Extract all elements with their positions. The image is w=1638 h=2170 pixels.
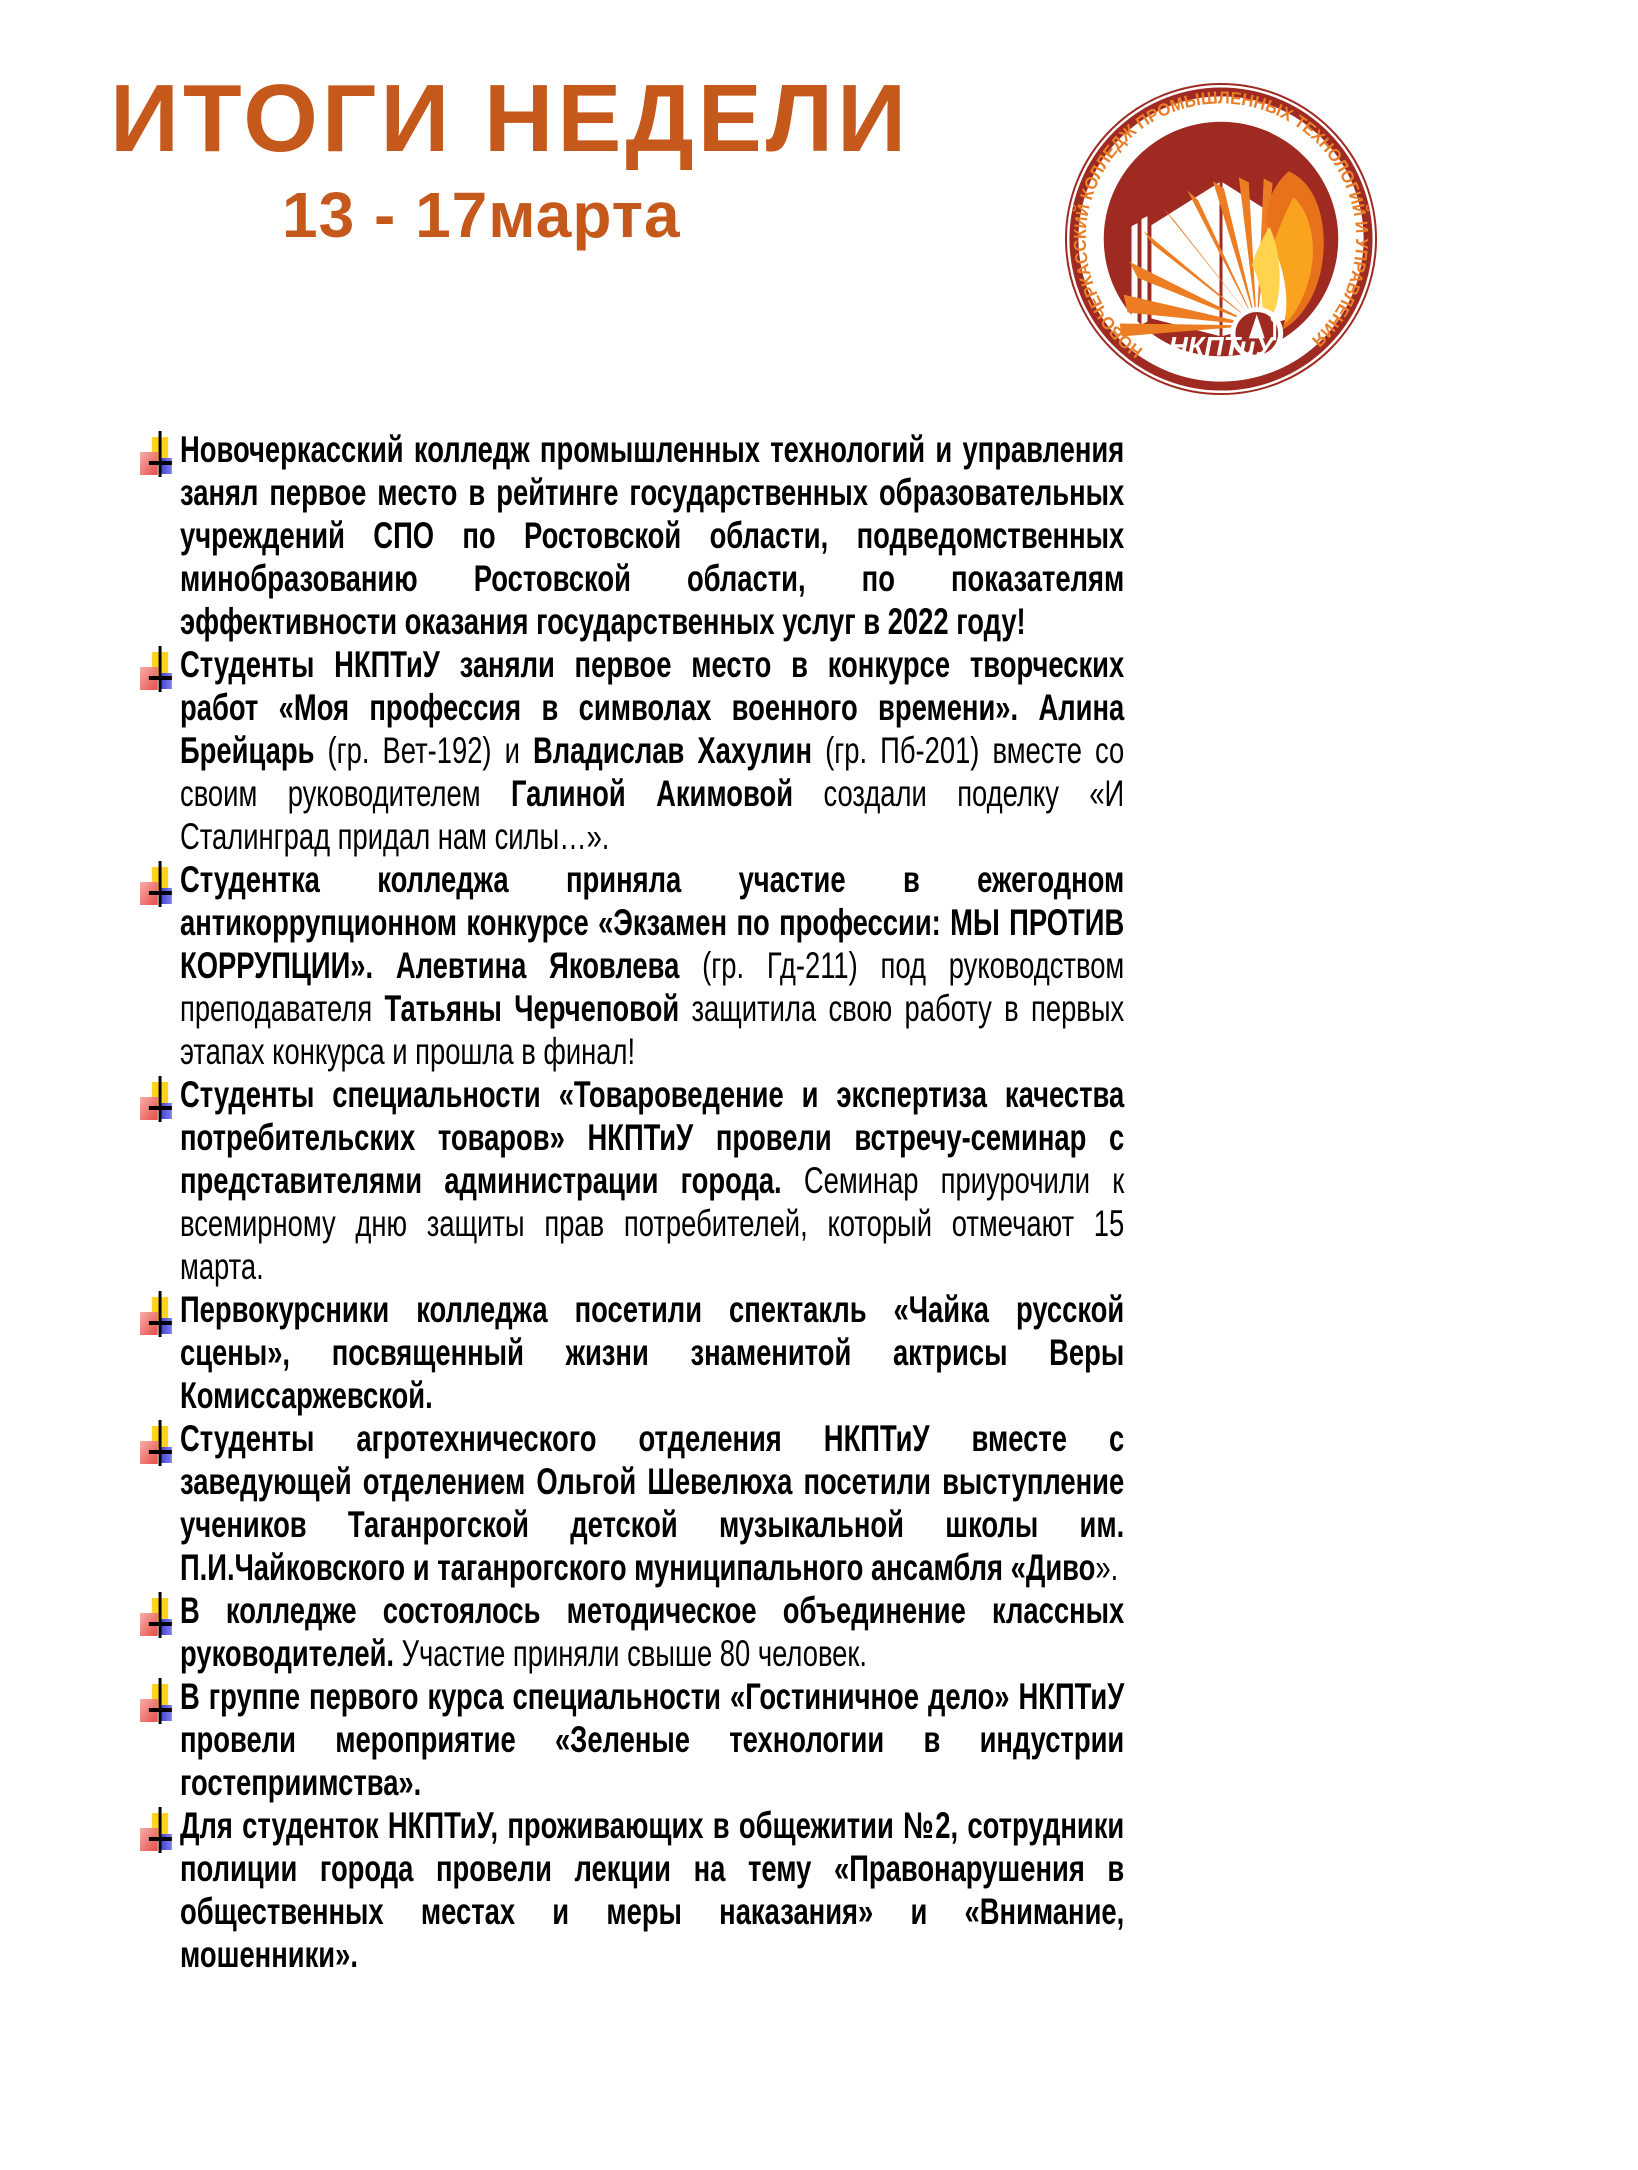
news-item [180, 1804, 1124, 1976]
text-run: (гр. Вет-192) и [327, 730, 533, 771]
text-run: ». [1095, 1547, 1119, 1588]
text-run: (гр. Гд-211) под руководством преподавателя [180, 945, 1125, 1029]
news-item-text [180, 1289, 1124, 1416]
logo-acronym: НКПТиУ [1168, 331, 1274, 362]
news-item-text [180, 859, 1124, 1072]
news-item [180, 1417, 1124, 1589]
text-run: Участие приняли свыше 80 человек. [401, 1633, 867, 1674]
news-item [180, 1288, 1124, 1417]
news-item [180, 643, 1124, 858]
logo-ring-text: НОВОЧЕРКАССКИЙ КОЛЛЕДЖ ПРОМЫШЛЕННЫХ ТЕХНОЛОГИЙ И УПРАВЛЕНИЯ [1069, 87, 1373, 363]
text-run: защитила свою работу в первых этапах конкурса и прошла в финал! [180, 988, 1125, 1072]
text-run: Студентка колледжа приняла участие в ежегодном антикоррупционном конкурсе «Экзамен по профессии: МЫ ПРОТИВ КОРРУПЦИИ». Алевтина Яковлева [180, 859, 1125, 986]
news-item [180, 428, 1124, 643]
news-item [180, 858, 1124, 1073]
text-run: (гр. Пб-201) вместе со своим руководителем [180, 730, 1125, 814]
news-item-text [180, 1590, 1124, 1674]
news-item-text [180, 1418, 1124, 1588]
text-run: Первокурсники колледжа посетили спектакль «Чайка русской сцены», посвященный жизни знаменитой актрисы Веры Комиссаржевской. [180, 1289, 1125, 1416]
text-run: Студенты НКПТиУ заняли первое место в конкурсе творческих работ «Моя профессия в символах военного времени». Алина Брейцарь [180, 644, 1125, 771]
news-item-text [180, 1805, 1124, 1975]
news-item [180, 1675, 1124, 1804]
text-run: создали поделку «И Сталинград придал нам силы…». [180, 773, 1125, 857]
date-subtitle: 13 - 17марта [282, 179, 681, 251]
bullet-icon [140, 1592, 174, 1638]
text-run: Семинар приурочили к всемирному дню защиты прав потребителей, который отмечают 15 марта. [180, 1160, 1125, 1287]
text-run: Студенты агротехнического отделения НКПТиУ вместе с заведующей отделением Ольгой Шевелюха посетили выступление учеников Таганрогской детской музыкальной школы им. П.И.Чайковского и таганрогского муниципального ансамбля «Диво [180, 1418, 1125, 1588]
text-run: В группе первого курса специальности «Гостиничное дело» НКПТиУ провели мероприятие «Зеленые технологии в индустрии гостеприимства». [180, 1676, 1125, 1803]
news-item [180, 1073, 1124, 1288]
text-run: Новочеркасский колледж промышленных технологий и управления занял первое место в рейтинге государственных образовательных учреждений СПО по Ростовской области, подведомственных минобразованию Ростовской области, по показателям эффективности оказания государственных услуг в 2022 году! [180, 429, 1125, 642]
news-item-text [180, 429, 1124, 642]
news-item-text [180, 1074, 1124, 1287]
text-run: Для студенток НКПТиУ, проживающих в общежитии №2, сотрудники полиции города провели лекции на тему «Правонарушения в общественных местах и меры наказания» и «Внимание, мошенники». [180, 1805, 1125, 1975]
bullet-icon [140, 431, 174, 477]
text-run: Владислав Хахулин [532, 730, 826, 771]
text-run: Татьяны Черчеповой [384, 988, 692, 1029]
bullet-icon [140, 1678, 174, 1724]
bullet-icon [140, 1420, 174, 1466]
news-item [180, 1589, 1124, 1675]
text-run: В колледже состоялось методическое объединение классных руководителей. [180, 1590, 1125, 1674]
text-run: Галиной Акимовой [510, 773, 824, 814]
bullet-icon [140, 1076, 174, 1122]
bullet-icon [140, 1807, 174, 1853]
news-list [180, 428, 1124, 1976]
news-item-text [180, 1676, 1124, 1803]
college-logo-icon [1062, 80, 1380, 398]
bullet-icon [140, 861, 174, 907]
text-run: Студенты специальности «Товароведение и экспертиза качества потребительских товаров» НКПТиУ провели встречу-семинар с представителями администрации города. [180, 1074, 1125, 1201]
bullet-icon [140, 1291, 174, 1337]
bullet-icon [140, 646, 174, 692]
news-item-text [180, 644, 1124, 857]
page-title: ИТОГИ НЕДЕЛИ [110, 65, 911, 172]
college-logo [1062, 80, 1380, 398]
